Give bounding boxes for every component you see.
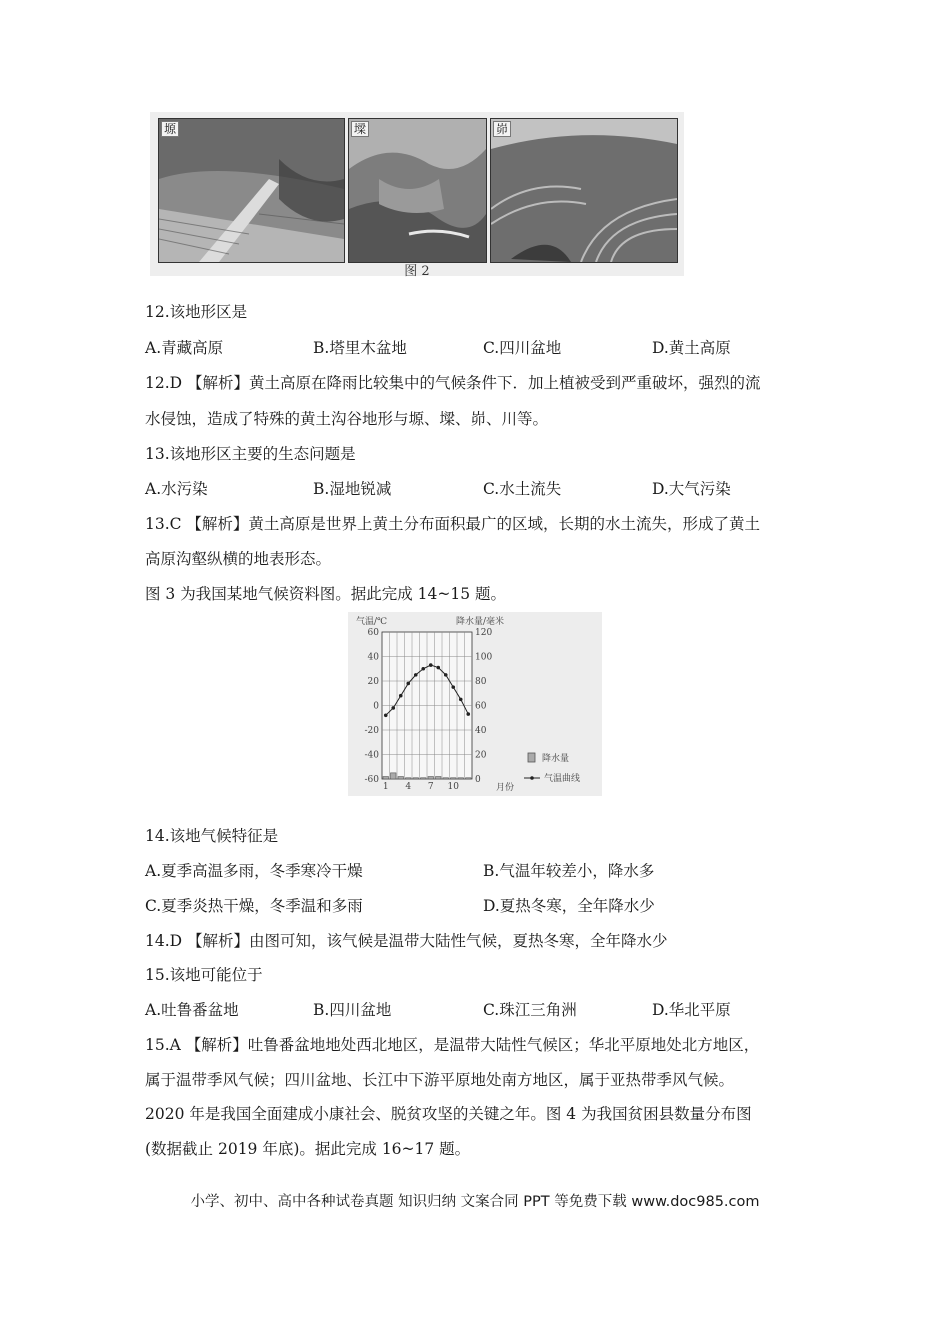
q13-option-a: A.水污染	[145, 480, 208, 498]
precip-bar	[458, 778, 464, 779]
temperature-point	[399, 694, 403, 698]
temperature-point	[466, 712, 470, 716]
y-left-tick-label: 40	[367, 652, 379, 663]
precip-bar	[421, 778, 427, 779]
figure-4-intro-line-2: (数据截止 2019 年底)。据此完成 16~17 题。	[145, 1140, 471, 1158]
figure-4-intro-line-1: 2020 年是我国全面建成小康社会、脱贫攻坚的关键之年。图 4 为我国贫困县数量分布图	[145, 1105, 752, 1123]
y-right-tick-label: 0	[475, 775, 481, 785]
legend-precip-label: 降水量	[542, 754, 570, 764]
precip-bar	[383, 777, 389, 779]
y-left-tick-label: 60	[367, 628, 379, 638]
y-left-tick-label: 0	[373, 701, 379, 712]
q12-option-c: C.四川盆地	[483, 339, 562, 357]
temperature-point	[391, 706, 395, 710]
q13-option-b: B.湿地锐减	[313, 480, 392, 498]
q14-option-b: B.气温年较差小，降水多	[483, 862, 655, 880]
precip-bar	[406, 778, 412, 779]
q12-question: 12.该地形区是	[145, 303, 248, 321]
temperature-point	[406, 682, 410, 686]
temperature-point	[459, 698, 463, 702]
precip-bar	[451, 778, 457, 779]
legend-temp-dot	[530, 776, 534, 780]
q15-option-c: C.珠江三角洲	[483, 1001, 577, 1019]
q14-answer-line-1: 14.D 【解析】由图可知，该气候是温带大陆性气候，夏热冬寒，全年降水少	[145, 932, 668, 950]
chart-x-axis-title: 月份	[496, 783, 515, 793]
climate-chart	[348, 612, 602, 796]
temperature-point	[451, 685, 455, 689]
y-left-tick-label: -60	[364, 775, 379, 785]
temperature-point	[429, 663, 433, 667]
photo-mao-image	[491, 119, 677, 262]
q12-answer-line-1: 12.D 【解析】黄土高原在降雨比较集中的气候条件下．加上植被受到严重破坏，强烈的流	[145, 374, 761, 392]
photo-yuan	[158, 118, 345, 263]
q14-option-d: D.夏热冬寒，全年降水少	[483, 897, 655, 915]
y-right-tick-label: 100	[475, 652, 493, 663]
q15-answer-line-2: 属于温带季风气候；四川盆地、长江中下游平原地处南方地区，属于亚热带季风气候。	[145, 1071, 735, 1089]
q14-question: 14.该地气候特征是	[145, 827, 279, 845]
x-tick-label: 4	[405, 782, 412, 792]
precip-bar	[466, 778, 472, 779]
photo-liang	[348, 118, 487, 263]
y-left-tick-label: 20	[367, 677, 379, 687]
y-right-tick-label: 40	[475, 726, 487, 736]
chart-left-axis-title: 气温/℃	[356, 617, 388, 627]
precip-bar	[428, 777, 434, 779]
q15-option-d: D.华北平原	[652, 1001, 731, 1019]
temperature-point	[436, 666, 440, 670]
q14-option-a: A.夏季高温多雨，冬季寒冷干燥	[145, 862, 363, 880]
precip-bar	[413, 778, 419, 779]
q13-option-c: C.水土流失	[483, 480, 562, 498]
photo-liang-image	[349, 119, 486, 262]
q12-option-a: A.青藏高原	[145, 339, 224, 357]
precip-bar	[436, 777, 442, 779]
precip-bar	[398, 777, 404, 779]
y-right-tick-label: 60	[475, 701, 487, 712]
photo-label-mao: 峁	[493, 121, 511, 137]
y-left-tick-label: -40	[364, 750, 379, 761]
q15-answer-line-1: 15.A 【解析】吐鲁番盆地地处西北地区，是温带大陆性气候区；华北平原地处北方地区，	[145, 1036, 760, 1054]
y-right-tick-label: 80	[475, 677, 487, 687]
precip-bar	[391, 773, 397, 779]
temperature-point	[384, 714, 388, 718]
q15-option-b: B.四川盆地	[313, 1001, 392, 1019]
q14-option-c: C.夏季炎热干燥，冬季温和多雨	[145, 897, 363, 915]
figure-3-intro: 图 3 为我国某地气候资料图。据此完成 14~15 题。	[145, 585, 507, 603]
climate-chart-svg	[348, 612, 602, 796]
figure-2-photos	[150, 112, 684, 279]
temperature-point	[444, 673, 448, 677]
q12-answer-line-2: 水侵蚀，造成了特殊的黄土沟谷地形与塬、墚、峁、川等。	[145, 410, 549, 428]
temperature-point	[414, 673, 418, 677]
photo-label-liang: 墚	[351, 121, 369, 137]
figure-2-caption: 图 2	[404, 264, 430, 279]
y-right-tick-label: 120	[475, 628, 493, 638]
page-footer: 小学、初中、高中各种试卷真题 知识归纳 文案合同 PPT 等免费下载 www.doc985.com	[190, 1194, 760, 1210]
photo-mao	[490, 118, 678, 263]
photo-yuan-image	[159, 119, 344, 262]
temperature-point	[421, 667, 425, 671]
x-tick-label: 10	[447, 782, 459, 792]
y-right-tick-label: 20	[475, 750, 487, 761]
legend-precip-swatch	[528, 753, 535, 762]
q15-option-a: A.吐鲁番盆地	[145, 1001, 239, 1019]
q12-option-b: B.塔里木盆地	[313, 339, 407, 357]
y-left-tick-label: -20	[364, 726, 379, 736]
x-tick-label: 7	[427, 782, 434, 792]
precip-bar	[443, 778, 449, 779]
q13-answer-line-2: 高原沟壑纵横的地表形态。	[145, 550, 332, 568]
q15-question: 15.该地可能位于	[145, 966, 263, 984]
legend-temp-label: 气温曲线	[544, 774, 581, 784]
chart-right-axis-title: 降水量/毫米	[456, 617, 505, 627]
q13-answer-line-1: 13.C 【解析】黄土高原是世界上黄土分布面积最广的区域，长期的水土流失，形成了黄土	[145, 515, 760, 533]
q13-question: 13.该地形区主要的生态问题是	[145, 445, 356, 463]
q12-option-d: D.黄土高原	[652, 339, 731, 357]
photo-label-yuan: 塬	[161, 121, 179, 137]
x-tick-label: 1	[382, 782, 389, 792]
q13-option-d: D.大气污染	[652, 480, 731, 498]
